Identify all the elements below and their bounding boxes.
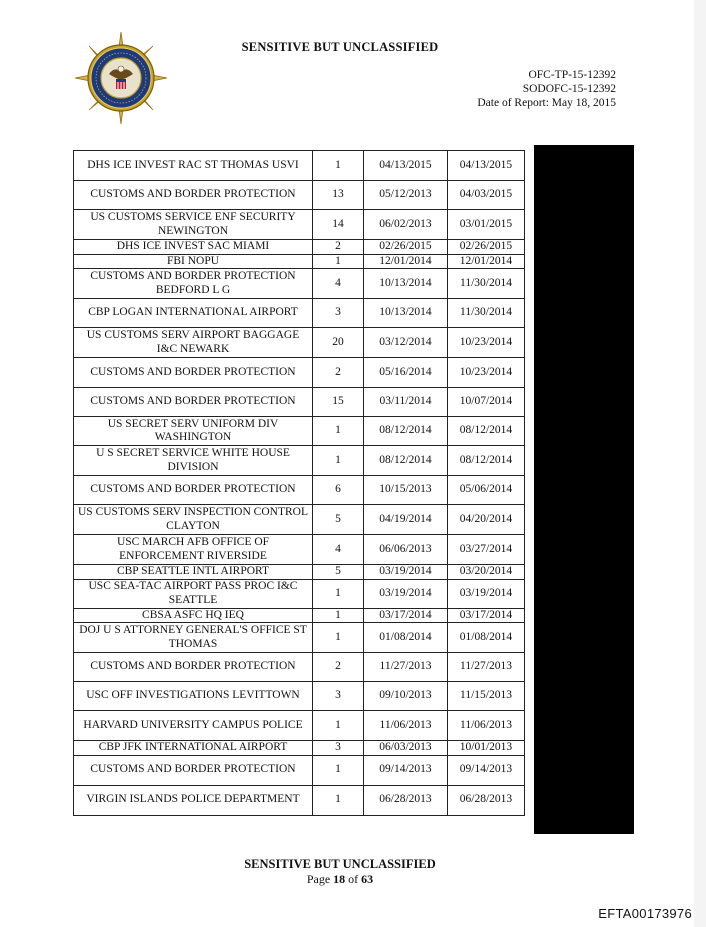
- agency-cell: DHS ICE INVEST RAC ST THOMAS USVI: [74, 151, 313, 181]
- first-date-cell: 10/15/2013: [364, 476, 448, 505]
- first-date-cell: 05/12/2013: [364, 181, 448, 210]
- count-cell: 1: [313, 151, 364, 181]
- last-date-cell: 08/12/2014: [448, 446, 525, 476]
- last-date-cell: 02/26/2015: [448, 240, 525, 255]
- agency-cell: US CUSTOMS SERVICE ENF SECURITY NEWINGTON: [74, 210, 313, 240]
- last-date-cell: 11/30/2014: [448, 269, 525, 299]
- header-classification: SENSITIVE BUT UNCLASSIFIED: [241, 40, 439, 54]
- last-date-cell: 04/20/2014: [448, 505, 525, 535]
- count-cell: 1: [313, 711, 364, 741]
- last-date-cell: 01/08/2014: [448, 623, 525, 653]
- sodofc-reference: SODOFC-15-12392: [522, 83, 616, 95]
- agency-cell: CUSTOMS AND BORDER PROTECTION: [74, 755, 313, 785]
- last-date-cell: 03/01/2015: [448, 210, 525, 240]
- last-date-cell: 12/01/2014: [448, 254, 525, 269]
- first-date-cell: 06/02/2013: [364, 210, 448, 240]
- count-cell: 1: [313, 446, 364, 476]
- count-cell: 1: [313, 417, 364, 446]
- page-current: 18: [333, 872, 346, 886]
- count-cell: 14: [313, 210, 364, 240]
- agency-cell: US CUSTOMS SERV INSPECTION CONTROL CLAYTON: [74, 505, 313, 535]
- agency-cell: CUSTOMS AND BORDER PROTECTION: [74, 476, 313, 505]
- first-date-cell: 10/13/2014: [364, 299, 448, 328]
- agency-cell: CUSTOMS AND BORDER PROTECTION: [74, 181, 313, 210]
- first-date-cell: 02/26/2015: [364, 240, 448, 255]
- agency-cell: FBI NOPU: [74, 254, 313, 269]
- page-edge: [694, 0, 706, 927]
- last-date-cell: 04/03/2015: [448, 181, 525, 210]
- last-date-cell: 09/14/2013: [448, 755, 525, 785]
- last-date-cell: 10/01/2013: [448, 741, 525, 756]
- count-cell: 4: [313, 269, 364, 299]
- first-date-cell: 03/12/2014: [364, 328, 448, 358]
- last-date-cell: 06/28/2013: [448, 785, 525, 815]
- last-date-cell: 03/20/2014: [448, 565, 525, 580]
- page-number: [0, 872, 680, 887]
- first-date-cell: 04/19/2014: [364, 505, 448, 535]
- first-date-cell: 06/03/2013: [364, 741, 448, 756]
- count-cell: 1: [313, 254, 364, 269]
- agency-cell: DOJ U S ATTORNEY GENERAL'S OFFICE ST THOMAS: [74, 623, 313, 653]
- count-cell: 13: [313, 181, 364, 210]
- last-date-cell: 08/12/2014: [448, 417, 525, 446]
- agency-cell: DHS ICE INVEST SAC MIAMI: [74, 240, 313, 255]
- last-date-cell: 11/30/2014: [448, 299, 525, 328]
- last-date-cell: 04/13/2015: [448, 151, 525, 181]
- count-cell: 1: [313, 755, 364, 785]
- first-date-cell: 09/14/2013: [364, 755, 448, 785]
- first-date-cell: 08/12/2014: [364, 417, 448, 446]
- agency-cell: CBP LOGAN INTERNATIONAL AIRPORT: [74, 299, 313, 328]
- last-date-cell: 03/27/2014: [448, 535, 525, 565]
- last-date-cell: 03/19/2014: [448, 579, 525, 608]
- page-prefix: Page: [306, 872, 334, 886]
- bates-number: EFTA00173976: [598, 906, 692, 921]
- count-cell: 1: [313, 785, 364, 815]
- agency-cell: CUSTOMS AND BORDER PROTECTION: [74, 653, 313, 682]
- first-date-cell: 10/13/2014: [364, 269, 448, 299]
- last-date-cell: 10/23/2014: [448, 358, 525, 388]
- last-date-cell: 11/15/2013: [448, 682, 525, 711]
- first-date-cell: 03/19/2014: [364, 565, 448, 580]
- first-date-cell: 05/16/2014: [364, 358, 448, 388]
- first-date-cell: 01/08/2014: [364, 623, 448, 653]
- ofc-reference: OFC-TP-15-12392: [528, 69, 616, 81]
- count-cell: 3: [313, 299, 364, 328]
- last-date-cell: 11/27/2013: [448, 653, 525, 682]
- agency-cell: HARVARD UNIVERSITY CAMPUS POLICE: [74, 711, 313, 741]
- page-total: 63: [361, 872, 374, 886]
- count-cell: 15: [313, 388, 364, 417]
- last-date-cell: 11/06/2013: [448, 711, 525, 741]
- last-date-cell: 05/06/2014: [448, 476, 525, 505]
- first-date-cell: 11/27/2013: [364, 653, 448, 682]
- last-date-cell: 10/07/2014: [448, 388, 525, 417]
- agency-cell: US SECRET SERV UNIFORM DIV WASHINGTON: [74, 417, 313, 446]
- first-date-cell: 03/11/2014: [364, 388, 448, 417]
- last-date-cell: 10/23/2014: [448, 328, 525, 358]
- agency-cell: USC MARCH AFB OFFICE OF ENFORCEMENT RIVERSIDE: [74, 535, 313, 565]
- agency-cell: US CUSTOMS SERV AIRPORT BAGGAGE I&C NEWARK: [74, 328, 313, 358]
- count-cell: 3: [313, 741, 364, 756]
- agency-cell: USC OFF INVESTIGATIONS LEVITTOWN: [74, 682, 313, 711]
- count-cell: 1: [313, 608, 364, 623]
- first-date-cell: 04/13/2015: [364, 151, 448, 181]
- count-cell: 2: [313, 358, 364, 388]
- agency-cell: VIRGIN ISLANDS POLICE DEPARTMENT: [74, 785, 313, 815]
- agency-cell: CUSTOMS AND BORDER PROTECTION: [74, 358, 313, 388]
- first-date-cell: 06/28/2013: [364, 785, 448, 815]
- agency-cell: USC SEA-TAC AIRPORT PASS PROC I&C SEATTLE: [74, 579, 313, 608]
- count-cell: 2: [313, 653, 364, 682]
- agency-cell: CUSTOMS AND BORDER PROTECTION BEDFORD L G: [74, 269, 313, 299]
- count-cell: 1: [313, 623, 364, 653]
- count-cell: 3: [313, 682, 364, 711]
- page-of: of: [345, 872, 362, 886]
- agency-cell: U S SECRET SERVICE WHITE HOUSE DIVISION: [74, 446, 313, 476]
- first-date-cell: 08/12/2014: [364, 446, 448, 476]
- redaction-block: [534, 145, 634, 834]
- count-cell: 20: [313, 328, 364, 358]
- count-cell: 5: [313, 505, 364, 535]
- first-date-cell: 11/06/2013: [364, 711, 448, 741]
- first-date-cell: 03/19/2014: [364, 579, 448, 608]
- count-cell: 1: [313, 579, 364, 608]
- report-reference-block: [477, 68, 616, 110]
- agency-cell: CBSA ASFC HQ IEQ: [74, 608, 313, 623]
- count-cell: 2: [313, 240, 364, 255]
- first-date-cell: 09/10/2013: [364, 682, 448, 711]
- agency-cell: CBP SEATTLE INTL AIRPORT: [74, 565, 313, 580]
- count-cell: 4: [313, 535, 364, 565]
- count-cell: 5: [313, 565, 364, 580]
- footer-classification: SENSITIVE BUT UNCLASSIFIED: [244, 857, 436, 871]
- first-date-cell: 06/06/2013: [364, 535, 448, 565]
- report-date: Date of Report: May 18, 2015: [477, 97, 616, 109]
- first-date-cell: 12/01/2014: [364, 254, 448, 269]
- agency-cell: CBP JFK INTERNATIONAL AIRPORT: [74, 741, 313, 756]
- last-date-cell: 03/17/2014: [448, 608, 525, 623]
- count-cell: 6: [313, 476, 364, 505]
- first-date-cell: 03/17/2014: [364, 608, 448, 623]
- agency-cell: CUSTOMS AND BORDER PROTECTION: [74, 388, 313, 417]
